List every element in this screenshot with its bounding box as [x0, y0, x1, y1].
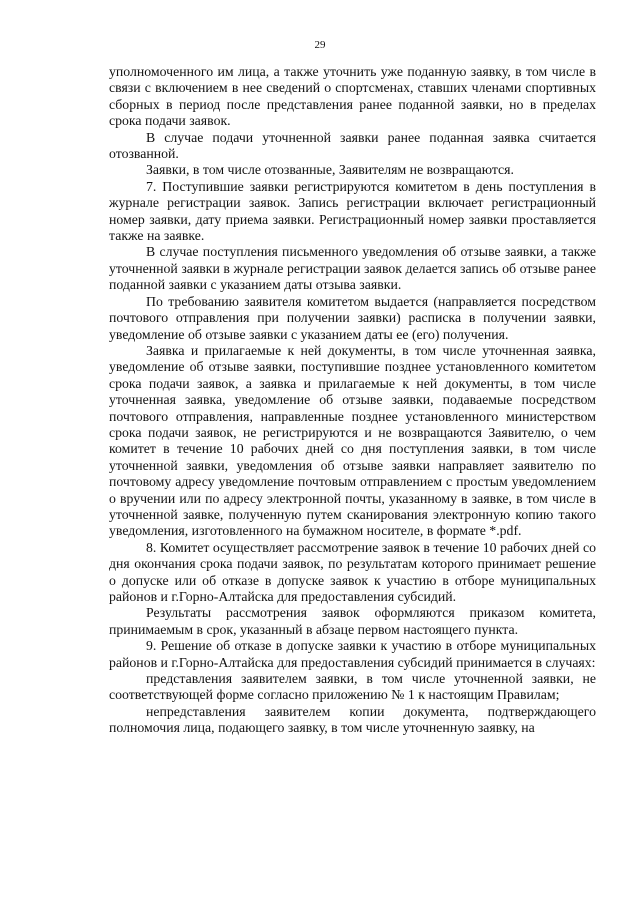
paragraph: По требованию заявителя комитетом выдается (направляется посредством почтового отправления при получении заявки) расписка в получении заявки, уведомление об отзыве заявки с указанием даты ее (его) получения.: [109, 293, 596, 342]
paragraph: В случае подачи уточненной заявки ранее поданная заявка считается отозванной.: [109, 129, 596, 162]
paragraph: В случае поступления письменного уведомления об отзыве заявки, а также уточненной заявки в журнале регистрации заявок делается запись об отзыве ранее поданной заявки с указанием даты отзыва заявки.: [109, 244, 596, 293]
paragraph: Заявки, в том числе отозванные, Заявителям не возвращаются.: [146, 162, 514, 178]
paragraph-item-8: 8. Комитет осуществляет рассмотрение заявок в течение 10 рабочих дней со дня окончания срока подачи заявок, по результатам которого принимает решение о допуске или об отказе в допуске заявок к участию в отборе муниципальных районов и г.Горно-Алтайска для предоставления субсидий.: [109, 539, 596, 604]
paragraph: Результаты рассмотрения заявок оформляются приказом комитета, принимаемым в срок, указанный в абзаце первом настоящего пункта.: [109, 605, 596, 637]
paragraph: представления заявителем заявки, в том числе уточненной заявки, не соответствующей форме согласно приложению № 1 к настоящим Правилам;: [109, 671, 596, 703]
paragraph-item-9: 9. Решение об отказе в допуске заявки к участию в отборе муниципальных районов и г.Горно-Алтайска для предоставления субсидий принимается в случаях:: [109, 638, 596, 670]
paragraph-item-7: 7. Поступившие заявки регистрируются комитетом в день поступления в журнале регистрации заявок. Запись регистрации включает регистрационный номер заявки, дату приема заявки. Регистрационный номер заявки проставляется также на заявке.: [109, 178, 596, 244]
page-number: 29: [314, 39, 326, 51]
paragraph: непредставления заявителем копии документа, подтверждающего полномочия лица, подающего заявку, в том числе уточненную заявку, на: [109, 703, 596, 736]
paragraph: Заявка и прилагаемые к ней документы, в том числе уточненная заявка, уведомление об отзыве заявки, поступившие позднее установленного комитетом срока подачи заявок, а заявка и прилагаемые к ней документы, в том числе уточненная заявка, уведомление об отзыве заявки, подаваемые посредством почтового отправления, направленные позднее установленного министерством срока подачи заявок, не регистрируются и не возвращаются Заявителю, о чем комитет в течение 10 рабочих дней со дня поступления заявки, в том числе уточненной заявки, уведомления об отзыве заявки направляет заявителю по почтовому адресу уведомление почтовым отправлением с простым уведомлением о вручении или по адресу электронной почты, указанному в заявке, в том числе в уточненной заявке, полученную путем сканирования электронную копию такого уведомления, изготовленного на бумажном носителе, в формате *.pdf.: [109, 342, 596, 539]
document-body: [109, 64, 596, 737]
paragraph-continued: уполномоченного им лица, а также уточнить уже поданную заявку, в том числе в связи с включением в нее сведений о спортсменах, ставших членами спортивных сборных в период после представления ранее поданной заявки, но в пределах срока подачи заявок.: [109, 64, 596, 129]
